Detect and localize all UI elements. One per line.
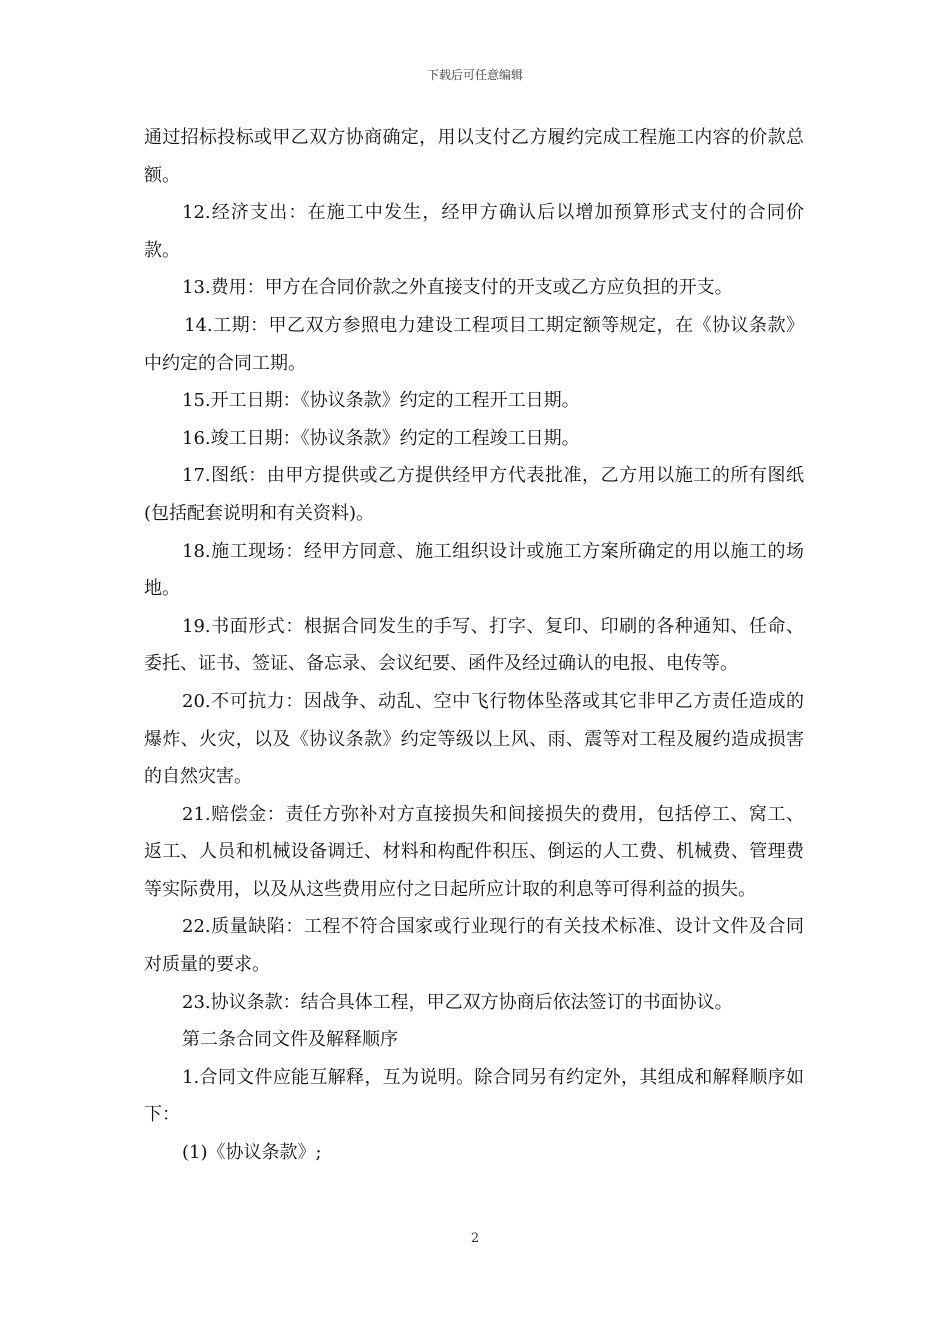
paragraph-article-2-subitem-1: (1)《协议条款》; <box>182 1142 322 1164</box>
paragraph-clause-13: 13.费用：甲方在合同价款之外直接支付的开支或乙方应负担的开支。 <box>182 277 733 299</box>
paragraph-clause-14: 14.工期：甲乙双方参照电力建设工程项目工期定额等规定，在《协议条款》中约定的合同工期。 <box>144 314 804 374</box>
page-number: 2 <box>470 1231 480 1246</box>
paragraph-clause-22: 22.质量缺陷：工程不符合国家或行业现行的有关技术标准、设计文件及合同对质量的要求。 <box>144 916 804 976</box>
paragraph-clause-21: 21.赔偿金：责任方弥补对方直接损失和间接损失的费用，包括停工、窝工、返工、人员和机械设备调迁、材料和构配件积压、倒运的人工费、机械费、管理费等实际费用，以及从这些费用应付之日起所应计取的利息等可得利益的损失。 <box>144 803 804 900</box>
paragraph-clause-17: 17.图纸：由甲方提供或乙方提供经甲方代表批准，乙方用以施工的所有图纸(包括配套说明和有关资料)。 <box>144 465 804 524</box>
paragraph-clause-18: 18.施工现场：经甲方同意、施工组织设计或施工方案所确定的用以施工的场地。 <box>144 540 804 600</box>
paragraph-clause-23: 23.协议条款：结合具体工程，甲乙双方协商后依法签订的书面协议。 <box>182 991 733 1013</box>
paragraph-clause-16: 16.竣工日期：《协议条款》约定的工程竣工日期。 <box>182 427 580 449</box>
paragraph-clause-12: 12.经济支出：在施工中发生，经甲方确认后以增加预算形式支付的合同价款。 <box>144 202 804 261</box>
document-body <box>144 119 804 1172</box>
paragraph-clause-20: 20.不可抗力：因战争、动乱、空中飞行物体坠落或其它非甲乙方责任造成的爆炸、火灾，以及《协议条款》约定等级以上风、雨、震等对工程及履约造成损害的自然灾害。 <box>144 690 804 788</box>
page-header: 下载后可任意编辑 <box>426 68 523 82</box>
paragraph-clause-15: 15.开工日期：《协议条款》约定的工程开工日期。 <box>182 390 580 412</box>
section-heading-article-2: 第二条合同文件及解释顺序 <box>182 1029 398 1051</box>
paragraph-clause-19: 19.书面形式：根据合同发生的手写、打字、复印、印刷的各种通知、任命、委托、证书、签证、备忘录、会议纪要、函件及经过确认的电报、电传等。 <box>144 615 804 675</box>
paragraph-article-2-item-1: 1.合同文件应能互解释，互为说明。除合同另有约定外，其组成和解释顺序如下： <box>144 1066 804 1126</box>
paragraph-continuation: 通过招标投标或甲乙双方协商确定，用以支付乙方履约完成工程施工内容的价款总额。 <box>144 127 804 186</box>
